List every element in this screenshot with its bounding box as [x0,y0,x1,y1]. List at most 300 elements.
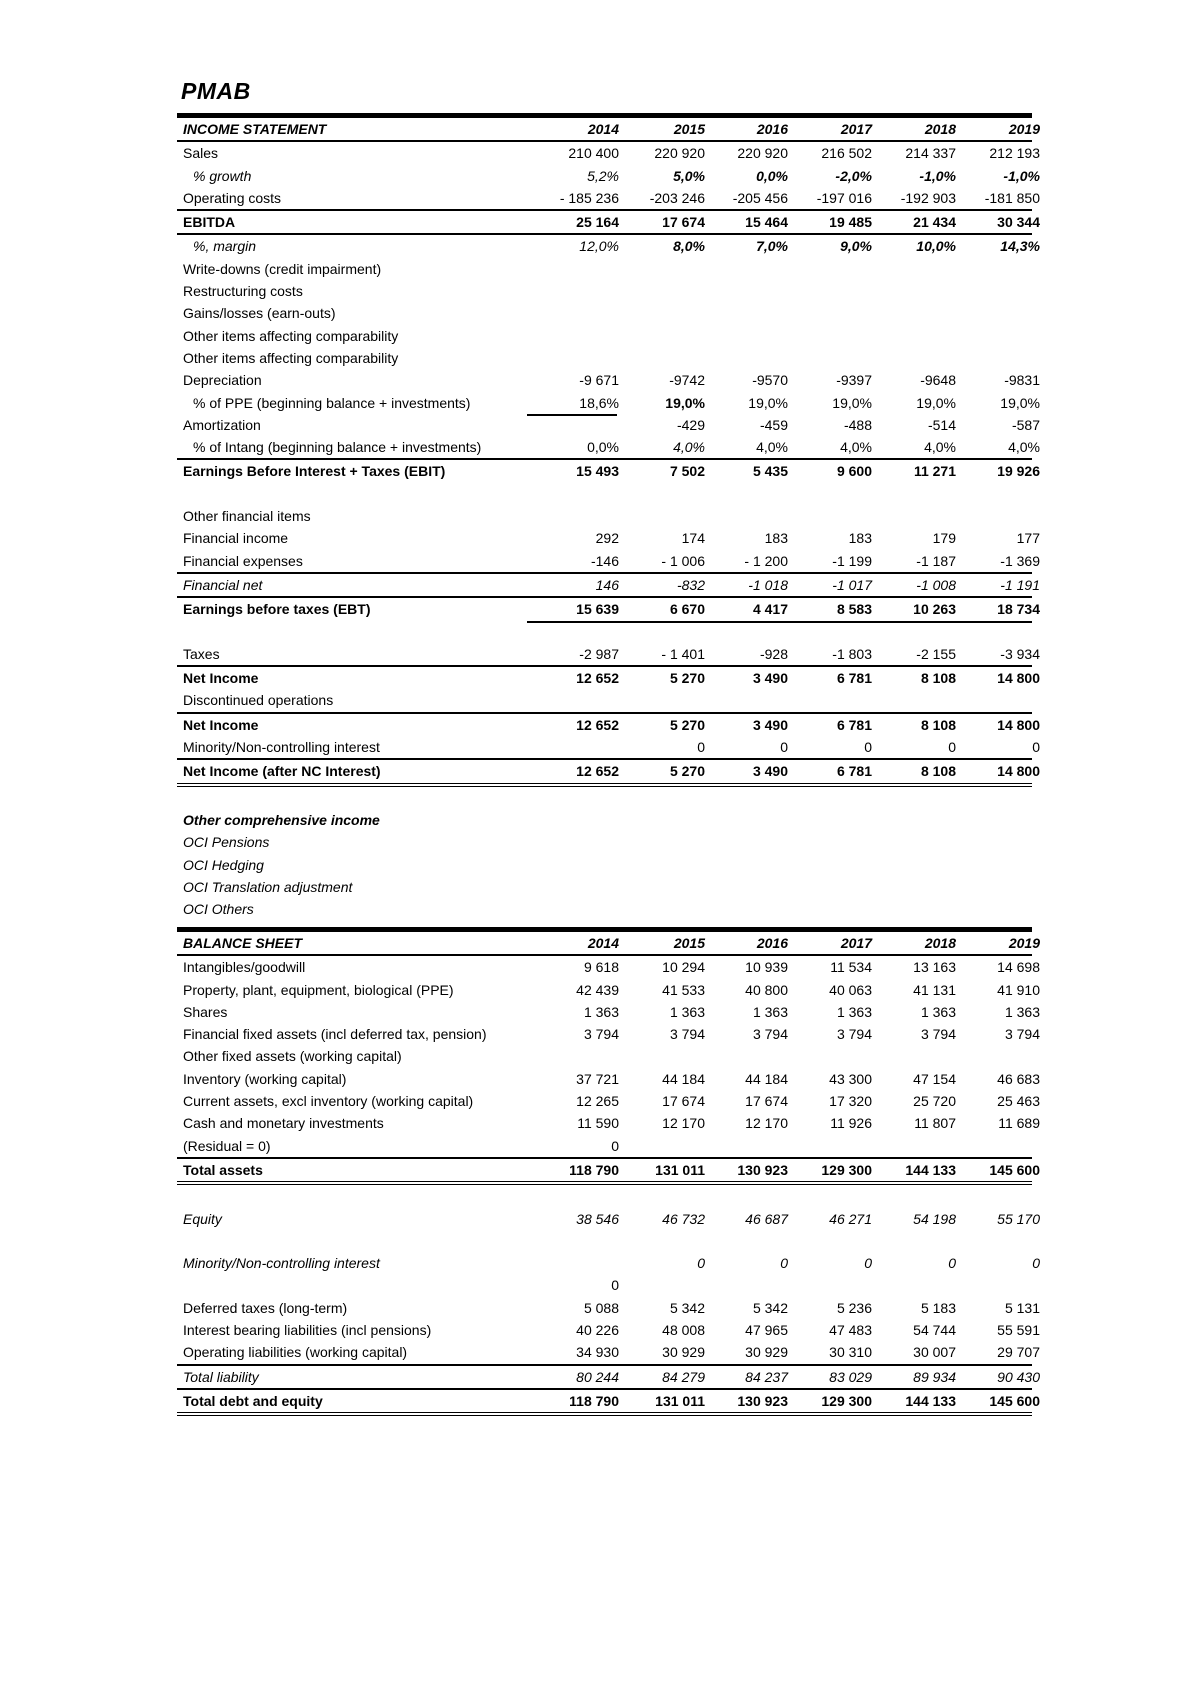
table-row [177,1252,1040,1274]
row-value: - 1 200 [744,552,788,569]
row-label: OCI Pensions [183,834,270,851]
table-row [177,436,1040,460]
income-statement-body [177,142,1040,920]
income-statement-header-row [177,118,1040,142]
table-row [177,574,1040,598]
row-value: 19,0% [916,394,956,411]
year-header: 2019 [1008,935,1040,951]
table-row [177,854,1032,876]
year-header: 2018 [924,121,956,137]
table-row [177,505,1032,527]
row-value: 40 800 [745,981,788,998]
row-value: 34 930 [576,1344,619,1361]
table-row [177,1112,1040,1134]
row-value: 118 790 [569,1161,619,1178]
row-value: 9 618 [583,959,619,976]
row-value: 0 [697,739,705,756]
row-value: 12,0% [579,238,619,255]
row-label: Restructuring costs [183,283,303,300]
row-value: 44 184 [662,1070,705,1087]
row-value: -181 850 [984,189,1040,206]
row-value: -514 [927,416,956,433]
row-value: 5 088 [583,1299,619,1316]
table-row [177,689,1032,713]
table-row [177,1045,1032,1067]
row-value: 8 108 [920,763,956,780]
row-value: 46 687 [745,1210,788,1227]
year-header: 2018 [924,935,956,951]
row-value: -9648 [920,372,956,389]
row-value: 1 363 [669,1003,705,1020]
row-value: 0 [864,1255,872,1272]
row-value: 177 [1016,530,1040,547]
row-value: 6 670 [669,601,705,618]
row-value: 12 652 [576,716,619,733]
row-value: 29 707 [997,1344,1040,1361]
row-value: 216 502 [821,145,872,162]
row-value: -197 016 [816,189,872,206]
row-value: 144 133 [905,1392,956,1409]
row-value: 5,2% [587,167,619,184]
year-header: 2016 [756,121,788,137]
balance-sheet-body [177,956,1040,1416]
row-label: Other items affecting comparability [183,327,399,344]
row-value: 11 534 [830,959,872,976]
row-value: -9 671 [579,372,619,389]
table-row [177,809,1032,831]
row-value: 5 435 [752,463,788,480]
year-header: 2015 [673,935,705,951]
row-value: -203 246 [649,189,705,206]
row-value: 6 781 [836,716,872,733]
row-value: -2,0% [835,167,872,184]
row-label: Other items affecting comparability [183,349,399,366]
row-value: 42 439 [576,981,619,998]
row-value: 4 417 [752,601,788,618]
row-value: -3 934 [1000,645,1040,662]
row-value: 30 929 [662,1344,705,1361]
table-row [177,165,1040,187]
row-value: 129 300 [821,1392,872,1409]
row-value: 14 800 [997,670,1040,687]
row-value: -459 [759,416,788,433]
row-value: 12 652 [576,763,619,780]
table-row [177,258,1032,280]
row-label: Total assets [183,1161,263,1178]
row-value: -9570 [752,372,788,389]
row-value: 5 342 [752,1299,788,1316]
row-value: -2 987 [579,645,619,662]
row-value: 9 600 [836,463,872,480]
table-row [177,1230,1032,1252]
row-value: 30 007 [913,1344,956,1361]
row-value: 15 639 [576,601,619,618]
row-value: 145 600 [989,1392,1040,1409]
row-value: 5,0% [673,167,705,184]
row-value: 5 270 [669,763,705,780]
row-value: 41 131 [913,981,956,998]
row-label: Financial net [183,576,263,593]
row-value: 212 193 [989,145,1040,162]
row-value: 10 263 [913,601,956,618]
row-value: - 1 006 [661,552,705,569]
row-value: 25 463 [997,1093,1040,1110]
row-value: 7 502 [669,463,705,480]
row-value: 40 063 [829,981,872,998]
row-value: 46 683 [997,1070,1040,1087]
row-label: Cash and monetary investments [183,1115,384,1132]
row-label: % growth [193,167,252,184]
row-label: Total debt and equity [183,1392,323,1409]
row-value: 5 183 [920,1299,956,1316]
table-row [177,325,1032,347]
row-value: 11 271 [913,463,956,480]
table-row [177,483,1032,505]
table-row [177,898,1032,920]
row-label: Shares [183,1003,228,1020]
row-value: -832 [676,576,705,593]
row-label: Minority/Non-controlling interest [183,739,380,756]
row-value: 3 490 [752,716,788,733]
table-row [177,142,1040,164]
row-label: %, margin [193,238,257,255]
row-value: 7,0% [756,238,788,255]
row-value: 6 781 [836,763,872,780]
row-label: Depreciation [183,372,262,389]
row-value: 130 923 [737,1161,788,1178]
row-label: Other comprehensive income [183,811,380,828]
row-value: 8 108 [920,670,956,687]
row-label: OCI Hedging [183,856,264,873]
row-value: 10 939 [745,959,788,976]
row-label: Discontinued operations [183,692,334,709]
row-value: -1 008 [916,576,956,593]
row-value: 4,0% [840,439,872,456]
row-label: % of Intang (beginning balance + investments) [193,439,482,456]
row-label: Total liability [183,1368,259,1385]
row-value: -1 187 [916,552,956,569]
row-value: -9397 [836,372,872,389]
row-value: -1 191 [1000,576,1040,593]
row-label: Inventory (working capital) [183,1070,347,1087]
row-value: 19,0% [748,394,788,411]
row-value: 17 674 [745,1093,788,1110]
row-value: 131 011 [655,1392,705,1409]
row-value: 220 920 [737,145,788,162]
table-row [177,1023,1040,1045]
row-value: 19,0% [665,394,705,411]
row-value: 0 [780,1255,788,1272]
row-value: 30 929 [745,1344,788,1361]
row-value: 84 279 [662,1368,705,1385]
row-label: Financial income [183,530,289,547]
row-value: 0 [1032,739,1040,756]
row-rule [527,621,1032,623]
table-row [177,460,1040,482]
table-row [177,1274,1032,1296]
row-value: 0 [611,1137,619,1154]
row-value: -1 803 [832,645,872,662]
row-value: 8 108 [920,716,956,733]
row-value: 5 270 [669,716,705,733]
table-row [177,1319,1040,1341]
year-header: 2017 [840,121,872,137]
year-header: 2015 [673,121,705,137]
document-title: PMAB [181,78,251,104]
row-value: 55 170 [997,1210,1040,1227]
row-value: 146 [595,576,619,593]
row-value: 90 430 [997,1368,1040,1385]
row-value: 130 923 [737,1392,788,1409]
table-row [177,1366,1040,1388]
row-label: Taxes [183,645,220,662]
row-value: 1 363 [836,1003,872,1020]
row-value: 3 794 [1004,1026,1040,1043]
row-label: Amortization [183,416,261,433]
row-value: 12 652 [576,670,619,687]
row-value: 3 490 [752,670,788,687]
row-value: 0 [948,739,956,756]
row-value: 131 011 [655,1161,705,1178]
row-value: 14 800 [997,716,1040,733]
row-value: 83 029 [829,1368,872,1385]
row-value: 8 583 [836,601,872,618]
row-value: 40 226 [576,1322,619,1339]
table-row [177,760,1040,786]
row-label: Earnings Before Interest + Taxes (EBIT) [183,463,446,480]
table-row [177,414,1040,436]
row-value: 43 300 [829,1070,872,1087]
row-value: 183 [848,530,872,547]
row-value: -587 [1011,416,1040,433]
row-value: 1 363 [583,1003,619,1020]
row-value: 19,0% [1000,394,1040,411]
row-value: 19,0% [832,394,872,411]
row-value: 4,0% [1008,439,1040,456]
row-label: Other financial items [183,508,311,525]
row-value: 0,0% [756,167,788,184]
row-label: OCI Others [183,901,254,918]
row-value: 10 294 [662,959,705,976]
row-value: 11 689 [998,1115,1040,1132]
table-row [177,280,1032,302]
row-label: Intangibles/goodwill [183,959,306,976]
table-row [177,369,1040,391]
row-label: Net Income [183,716,259,733]
row-label: Earnings before taxes (EBT) [183,601,371,618]
row-value: 0 [697,1255,705,1272]
row-value: 9,0% [840,238,872,255]
row-value: 18 734 [997,601,1040,618]
row-label: Financial fixed assets (incl deferred tax, pension) [183,1026,487,1043]
row-value: 47 483 [829,1322,872,1339]
row-value: -192 903 [900,189,956,206]
table-row [177,527,1040,549]
year-header: 2019 [1008,121,1040,137]
row-label: Operating costs [183,189,282,206]
row-value: 54 198 [913,1210,956,1227]
row-value: 14,3% [1000,238,1040,255]
row-label: (Residual = 0) [183,1137,271,1154]
row-value: -1 018 [748,576,788,593]
row-value: 12 170 [662,1115,705,1132]
table-row [177,302,1032,324]
table-row [177,235,1040,257]
row-value: 179 [932,530,956,547]
row-value: 47 965 [745,1322,788,1339]
row-value: 19 926 [997,463,1040,480]
table-row [177,667,1040,689]
row-value: 47 154 [913,1070,956,1087]
row-value: 4,0% [756,439,788,456]
row-value: 210 400 [568,145,619,162]
row-label: Current assets, excl inventory (working capital) [183,1093,474,1110]
row-value: 3 794 [583,1026,619,1043]
row-label: Deferred taxes (long-term) [183,1299,348,1316]
row-value: 3 794 [752,1026,788,1043]
row-value: 11 807 [914,1115,956,1132]
row-value: 25 164 [576,214,619,231]
row-value: -1 369 [1000,552,1040,569]
row-value: 220 920 [654,145,705,162]
row-label: Operating liabilities (working capital) [183,1344,408,1361]
table-row [177,187,1040,211]
row-value: -1 017 [832,576,872,593]
table-row [177,1001,1040,1023]
row-value: 11 590 [577,1115,619,1132]
row-value: 17 674 [662,1093,705,1110]
row-label: OCI Translation adjustment [183,878,353,895]
table-row [177,979,1040,1001]
table-row [177,598,1040,620]
income-statement-table [177,113,1040,920]
row-label: Sales [183,145,219,162]
row-value: 80 244 [576,1368,619,1385]
row-value: 3 794 [920,1026,956,1043]
row-value: 0 [1032,1255,1040,1272]
row-value: 17 320 [829,1093,872,1110]
table-row [177,714,1040,736]
row-value: -488 [843,416,872,433]
row-value: 3 490 [752,763,788,780]
row-value: -928 [759,645,788,662]
row-value: 5 270 [669,670,705,687]
row-value: 13 163 [913,959,956,976]
row-value: 0 [948,1255,956,1272]
table-row [177,1388,1040,1416]
table-row [177,643,1040,667]
row-value: 11 926 [830,1115,872,1132]
table-row [177,550,1040,574]
row-label: Property, plant, equipment, biological (PPE) [183,981,454,998]
row-value: -205 456 [732,189,788,206]
row-value: - 1 401 [661,645,705,662]
row-value: 144 133 [905,1161,956,1178]
row-value: 10,0% [916,238,956,255]
row-value: 44 184 [745,1070,788,1087]
row-label: Minority/Non-controlling interest [183,1255,380,1272]
row-value: 0 [864,739,872,756]
row-label: Write-downs (credit impairment) [183,260,382,277]
row-label: Financial expenses [183,552,303,569]
row-value: 15 464 [745,214,788,231]
row-value: 46 732 [662,1210,705,1227]
row-value: 89 934 [913,1368,956,1385]
row-value: 41 910 [997,981,1040,998]
row-label: Other fixed assets (working capital) [183,1048,402,1065]
row-value: 18,6% [579,394,619,411]
row-value: 1 363 [920,1003,956,1020]
row-value: 174 [681,530,705,547]
row-value: 12 265 [576,1093,619,1110]
row-value: -1 199 [832,552,872,569]
row-value: 48 008 [662,1322,705,1339]
row-value: 0,0% [587,439,619,456]
row-value: 55 591 [997,1322,1040,1339]
table-row [177,876,1032,898]
balance-sheet-header-row [177,932,1040,956]
row-value: 46 271 [829,1210,872,1227]
row-value: 8,0% [673,238,705,255]
row-value: 25 720 [913,1093,956,1110]
row-value: 14 698 [997,959,1040,976]
table-row [177,621,1032,643]
row-value: 118 790 [569,1392,619,1409]
row-value: 30 310 [829,1344,872,1361]
row-value: - 185 236 [559,189,619,206]
table-row [177,1185,1032,1207]
table-row [177,1090,1040,1112]
row-value: -146 [590,552,619,569]
year-header: 2014 [587,935,619,951]
table-row [177,347,1032,369]
row-value: 30 344 [997,214,1040,231]
row-rule [527,414,617,416]
row-value: 129 300 [821,1161,872,1178]
row-value: 6 781 [836,670,872,687]
row-value: 15 493 [576,463,619,480]
row-label: EBITDA [183,214,236,231]
row-label: Interest bearing liabilities (incl pensions) [183,1322,432,1339]
row-value: 17 674 [662,214,705,231]
row-value: 5 131 [1004,1299,1040,1316]
row-value: 1 363 [752,1003,788,1020]
row-value: -1,0% [919,167,956,184]
row-value: 5 236 [836,1299,872,1316]
table-row [177,956,1040,978]
row-value: 214 337 [905,145,956,162]
row-value: 4,0% [924,439,956,456]
income-statement-title: INCOME STATEMENT [183,121,327,137]
row-label: % of PPE (beginning balance + investments) [193,394,471,411]
table-row [177,831,1032,853]
row-value: -9742 [669,372,705,389]
table-row [177,1208,1040,1230]
row-value: 14 800 [997,763,1040,780]
row-label: Net Income [183,670,259,687]
row-value: 84 237 [745,1368,788,1385]
row-label: Net Income (after NC Interest) [183,763,381,780]
table-row [177,211,1040,235]
row-value: 38 546 [576,1210,619,1227]
table-row [177,736,1040,760]
row-value: -2 155 [916,645,956,662]
row-value: 183 [764,530,788,547]
table-row [177,1159,1040,1185]
table-row [177,392,1040,414]
row-label: Gains/losses (earn-outs) [183,305,336,322]
table-row [177,1068,1040,1090]
